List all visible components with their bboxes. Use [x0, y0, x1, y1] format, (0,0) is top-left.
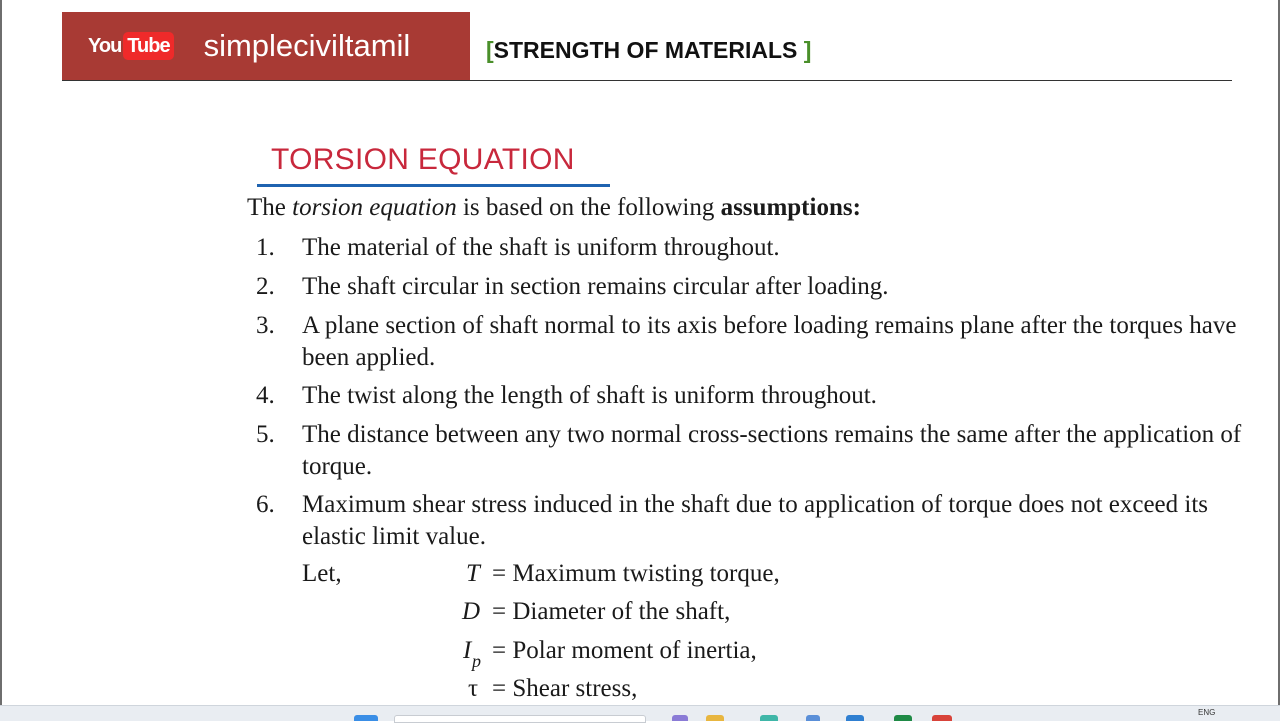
- taskbar-app-icon[interactable]: [806, 715, 820, 721]
- list-item-text: The twist along the length of shaft is uniform throughout.: [302, 382, 877, 409]
- definition-symbol: I: [463, 637, 472, 664]
- definition-symbol: D: [462, 598, 481, 625]
- heading-underline: [257, 184, 610, 187]
- browser-icon[interactable]: [760, 715, 778, 721]
- intro-bold: assumptions:: [720, 194, 861, 221]
- definition-text: = Diameter of the shaft,: [492, 598, 731, 625]
- intro-pre: The: [247, 194, 293, 221]
- intro-emphasis: torsion equation: [292, 194, 457, 221]
- channel-banner: [62, 12, 470, 80]
- youtube-logo-you: You: [88, 34, 122, 57]
- let-label: Let,: [302, 560, 342, 587]
- taskbar-search-box[interactable]: [394, 715, 646, 723]
- intro-sentence: [247, 194, 861, 222]
- channel-name: simpleciviltamil: [203, 28, 411, 63]
- definition-text: = Polar moment of inertia,: [492, 637, 757, 664]
- folder-icon[interactable]: [706, 715, 724, 721]
- section-heading: TORSION EQUATION: [271, 143, 575, 176]
- list-item-number: 3.: [256, 312, 275, 339]
- intro-mid: is based on the following: [456, 194, 721, 221]
- list-item-text: A plane section of shaft normal to its axis before loading remains plane after the torques have been applied.: [302, 312, 1237, 371]
- start-icon[interactable]: [354, 715, 378, 721]
- chrome-icon[interactable]: [932, 715, 952, 721]
- list-item-text: Maximum shear stress induced in the shaft due to application of torque does not exceed its elastic limit value.: [302, 491, 1209, 550]
- list-item-text: The distance between any two normal cross-sections remains the same after the application of torque.: [302, 421, 1242, 480]
- definition-text: = Shear stress,: [492, 675, 638, 702]
- subject-bracket-close: ]: [803, 37, 812, 63]
- language-indicator[interactable]: ENG: [1198, 708, 1216, 717]
- taskbar: [0, 705, 1280, 721]
- youtube-logo-tube: Tube: [123, 32, 173, 60]
- list-item-text: The shaft circular in section remains circular after loading.: [302, 273, 889, 300]
- list-item-number: 5.: [256, 421, 275, 448]
- excel-icon[interactable]: [894, 715, 912, 721]
- definition-text: = Maximum twisting torque,: [492, 560, 780, 587]
- subject-text: STRENGTH OF MATERIALS: [493, 37, 804, 63]
- subject-bracket-open: [: [486, 37, 494, 63]
- left-frame-border: [0, 0, 2, 720]
- definition-subscript: p: [472, 651, 481, 671]
- word-icon[interactable]: [846, 715, 864, 721]
- list-item-number: 6.: [256, 491, 275, 518]
- list-item-number: 2.: [256, 273, 275, 300]
- list-item-number: 1.: [256, 234, 275, 261]
- taskbar-app-icon[interactable]: [672, 715, 688, 721]
- list-item-number: 4.: [256, 382, 275, 409]
- subject-title: [486, 37, 811, 64]
- youtube-logo: [88, 32, 174, 60]
- header-divider: [62, 80, 1232, 81]
- definition-symbol: T: [466, 560, 480, 587]
- definition-symbol: τ: [468, 675, 479, 702]
- list-item-text: The material of the shaft is uniform throughout.: [302, 234, 780, 261]
